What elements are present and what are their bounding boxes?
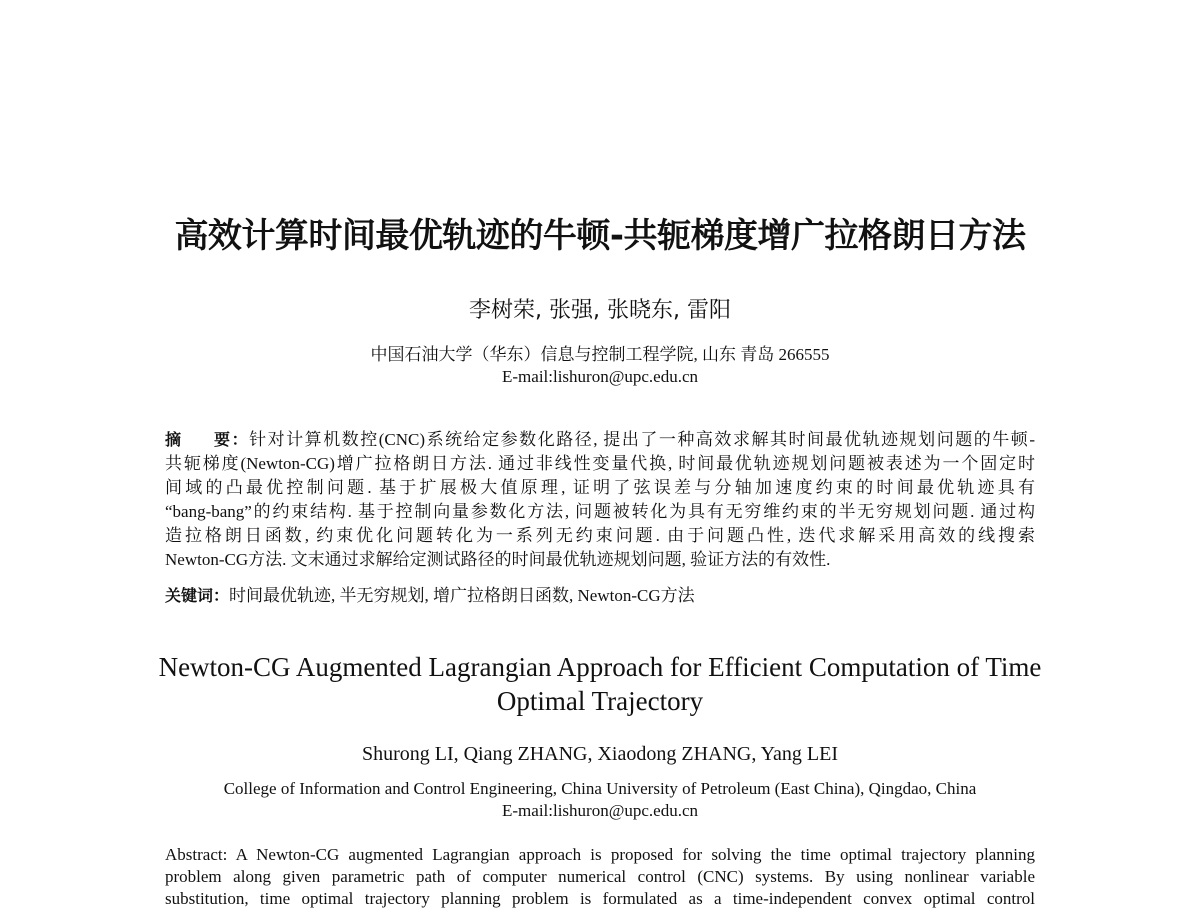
chinese-affiliation-block xyxy=(0,344,1200,388)
english-authors: Shurong LI, Qiang ZHANG, Xiaodong ZHANG, Yang LEI xyxy=(361,743,839,765)
chinese-abstract-line: 共轭梯度(Newton-CG)增广拉格朗日方法. 通过非线性变量代换, 时间最优轨迹规划问题被表述为一个固定时 xyxy=(165,454,1035,473)
english-affiliation: College of Information and Control Engineering, China University of Petroleum (East China), Qingdao, China xyxy=(223,779,977,798)
chinese-keywords xyxy=(165,584,695,608)
english-affiliation-block xyxy=(0,778,1200,822)
english-email[interactable]: E-mail:lishuron@upc.edu.cn xyxy=(502,801,698,820)
chinese-affiliation: 中国石油大学（华东）信息与控制工程学院, 山东 青岛 266555 xyxy=(370,345,830,364)
english-abstract-line: substitution, time optimal trajectory planning problem is formulated as a time-independent convex optimal control xyxy=(165,889,1035,908)
chinese-title: 高效计算时间最优轨迹的牛顿-共轭梯度增广拉格朗日方法 xyxy=(174,216,1026,256)
english-abstract-line: Abstract: A Newton-CG augmented Lagrangian approach is proposed for solving the time optimal trajectory planning xyxy=(165,845,1035,864)
english-title xyxy=(100,650,1100,718)
english-abstract-line: problem along given parametric path of computer numerical control (CNC) systems. By using nonlinear variable xyxy=(165,867,1035,886)
chinese-abstract-line: Newton-CG方法. 文末通过求解给定测试路径的时间最优轨迹规划问题, 验证方法的有效性. xyxy=(165,550,831,569)
chinese-abstract xyxy=(165,428,1035,572)
abstract-heading: 摘 要： xyxy=(165,430,250,449)
chinese-authors: 李树荣, 张强, 张晓东, 雷阳 xyxy=(469,298,731,323)
chinese-abstract-line: 摘 要：针对计算机数控(CNC)系统给定参数化路径, 提出了一种高效求解其时间最优轨迹规划问题的牛顿- xyxy=(165,430,1035,449)
keywords-heading: 关键词： xyxy=(165,586,230,605)
chinese-abstract-line: “bang-bang”的约束结构. 基于控制向量参数化方法, 问题被转化为具有无穷维约束的半无穷规划问题. 通过构 xyxy=(165,502,1035,521)
english-title-line: Newton-CG Augmented Lagrangian Approach for Efficient Computation of Time xyxy=(158,652,1042,682)
english-abstract xyxy=(165,844,1035,910)
keywords-text: 时间最优轨迹, 半无穷规划, 增广拉格朗日函数, Newton-CG方法 xyxy=(229,586,695,605)
english-title-line: Optimal Trajectory xyxy=(496,686,704,716)
chinese-email[interactable]: E-mail:lishuron@upc.edu.cn xyxy=(502,367,698,386)
chinese-abstract-line: 间域的凸最优控制问题. 基于扩展极大值原理, 证明了弦误差与分轴加速度约束的时间最优轨迹具有 xyxy=(165,478,1035,497)
chinese-abstract-line: 造拉格朗日函数, 约束优化问题转化为一系列无约束问题. 由于问题凸性, 迭代求解采用高效的线搜索 xyxy=(165,526,1035,545)
